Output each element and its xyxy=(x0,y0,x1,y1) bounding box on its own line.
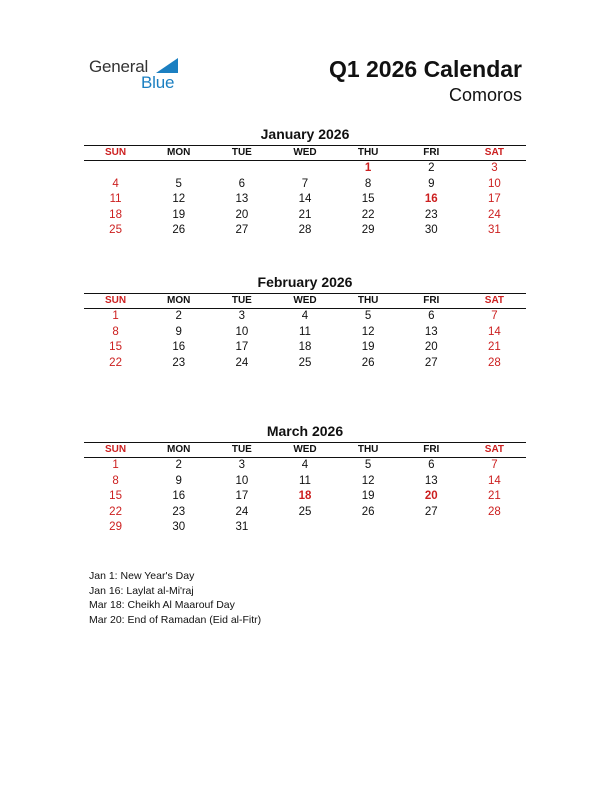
holiday-list xyxy=(89,569,261,627)
weekday-label: SAT xyxy=(484,147,505,158)
week-row xyxy=(84,340,526,356)
date-cell: 23 xyxy=(424,208,438,221)
date-cell xyxy=(337,520,400,536)
date-cell: 26 xyxy=(361,356,375,369)
date-cell: 27 xyxy=(424,505,438,518)
date-cell: 28 xyxy=(488,505,501,518)
week-row xyxy=(84,208,526,224)
date-cell: 10 xyxy=(488,177,501,190)
weekday-label: TUE xyxy=(231,147,252,158)
week-row xyxy=(84,223,526,239)
date-cell: 13 xyxy=(424,325,438,338)
date-cell: 12 xyxy=(361,325,375,338)
date-cell: 17 xyxy=(235,341,249,353)
date-cell: 19 xyxy=(172,208,186,221)
date-cell: 13 xyxy=(424,474,438,487)
weekday-label: THU xyxy=(357,295,379,306)
date-cell: 29 xyxy=(361,224,375,236)
weekday-label: SUN xyxy=(105,444,127,455)
date-cell: 25 xyxy=(109,224,122,236)
date-cell: 30 xyxy=(424,224,438,236)
date-cell: 17 xyxy=(235,490,249,502)
weekday-label: FRI xyxy=(423,295,440,306)
date-cell: 16 xyxy=(172,341,186,353)
date-cell: 3 xyxy=(238,310,246,322)
date-cell: 21 xyxy=(298,208,312,221)
weekday-header xyxy=(84,293,526,309)
date-cell: 28 xyxy=(488,356,501,369)
date-cell: 11 xyxy=(299,474,311,487)
date-cell: 3 xyxy=(491,162,498,174)
weekday-label: THU xyxy=(357,147,379,158)
date-cell: 20 xyxy=(424,341,438,353)
date-cell: 29 xyxy=(109,521,122,533)
date-cell xyxy=(463,520,526,536)
week-row xyxy=(84,325,526,341)
date-cell xyxy=(273,161,336,177)
date-cell: 4 xyxy=(301,310,309,322)
date-cell: 11 xyxy=(109,193,122,205)
date-cell: 15 xyxy=(361,193,375,205)
holiday-item: Jan 1: New Year's Day xyxy=(89,570,195,582)
date-cell: 6 xyxy=(428,310,435,322)
weekday-label: TUE xyxy=(231,295,252,306)
week-row xyxy=(84,474,526,490)
month-march xyxy=(84,422,526,536)
weekday-header xyxy=(84,442,526,458)
holiday-item: Mar 20: End of Ramadan (Eid al-Fitr) xyxy=(89,613,262,626)
date-cell: 20 xyxy=(235,208,249,221)
date-cell: 26 xyxy=(172,224,186,236)
date-cell: 15 xyxy=(109,490,122,502)
holiday-date-cell: 20 xyxy=(424,490,438,502)
weekday-label: MON xyxy=(167,444,191,455)
holiday-item: Mar 18: Cheikh Al Maarouf Day xyxy=(89,599,235,611)
date-cell: 27 xyxy=(424,356,438,369)
logo-flag-icon xyxy=(156,58,178,73)
month-title: January 2026 xyxy=(260,126,350,142)
date-cell: 12 xyxy=(172,193,186,205)
date-cell: 3 xyxy=(238,459,246,471)
date-cell: 18 xyxy=(109,208,122,221)
month-january xyxy=(84,125,526,239)
date-cell: 19 xyxy=(361,490,375,502)
weekday-label: TUE xyxy=(231,444,252,455)
date-cell: 7 xyxy=(491,459,498,471)
date-cell: 16 xyxy=(172,490,186,502)
month-title: March 2026 xyxy=(266,423,344,439)
date-cell: 11 xyxy=(299,325,311,338)
date-cell: 7 xyxy=(491,310,498,322)
month-february xyxy=(84,273,526,371)
date-cell xyxy=(273,520,336,536)
week-row xyxy=(84,161,526,177)
week-row xyxy=(84,309,526,325)
weekday-label: SAT xyxy=(484,444,505,455)
holiday-item: Jan 16: Laylat al-Mi'raj xyxy=(89,584,194,597)
generalblue-logo xyxy=(89,57,209,97)
date-cell: 23 xyxy=(172,505,186,518)
date-cell: 8 xyxy=(112,325,119,338)
weekday-label: SAT xyxy=(484,295,505,306)
holiday-date-cell: 18 xyxy=(298,490,312,502)
weekday-label: SUN xyxy=(105,147,127,158)
weekday-label: MON xyxy=(167,147,191,158)
date-cell xyxy=(84,161,147,177)
weekday-label: THU xyxy=(357,444,379,455)
date-cell: 6 xyxy=(428,459,435,471)
date-cell: 30 xyxy=(172,521,186,533)
country-name: Comoros xyxy=(448,85,522,105)
date-cell: 2 xyxy=(175,310,182,322)
date-cell: 1 xyxy=(112,459,119,471)
date-cell: 7 xyxy=(301,177,309,190)
date-cell: 2 xyxy=(175,459,182,471)
holiday-date-cell: 16 xyxy=(424,193,438,205)
date-cell: 8 xyxy=(364,177,372,190)
page-title: Q1 2026 Calendar xyxy=(328,56,522,82)
week-row xyxy=(84,177,526,193)
date-cell: 10 xyxy=(235,325,249,338)
date-cell: 1 xyxy=(112,310,119,322)
month-title: February 2026 xyxy=(257,274,353,290)
date-cell: 31 xyxy=(235,521,249,533)
date-cell: 4 xyxy=(301,459,309,471)
weekday-label: WED xyxy=(293,147,317,158)
date-cell: 8 xyxy=(112,474,119,487)
date-cell xyxy=(210,161,273,177)
week-row xyxy=(84,489,526,505)
date-cell: 24 xyxy=(235,505,249,518)
weekday-label: FRI xyxy=(423,147,440,158)
date-cell: 5 xyxy=(364,310,372,322)
date-cell: 13 xyxy=(235,193,249,205)
date-cell: 14 xyxy=(298,193,312,205)
date-cell: 27 xyxy=(235,224,249,236)
date-cell: 6 xyxy=(238,177,246,190)
date-cell: 21 xyxy=(488,341,501,353)
date-cell: 5 xyxy=(364,459,372,471)
date-cell: 5 xyxy=(175,177,182,190)
weekday-label: MON xyxy=(167,295,191,306)
date-cell: 28 xyxy=(298,224,312,236)
weekday-header xyxy=(84,145,526,161)
date-cell xyxy=(147,161,210,177)
date-cell: 19 xyxy=(361,341,375,353)
date-cell: 31 xyxy=(488,224,501,236)
holiday-date-cell: 1 xyxy=(364,162,372,174)
date-cell: 2 xyxy=(428,162,435,174)
date-cell xyxy=(400,520,463,536)
weekday-label: WED xyxy=(293,295,317,306)
date-cell: 9 xyxy=(175,325,182,338)
date-cell: 14 xyxy=(488,325,501,338)
date-cell: 17 xyxy=(488,193,501,205)
date-cell: 10 xyxy=(235,474,249,487)
date-cell: 15 xyxy=(109,341,122,353)
week-row xyxy=(84,192,526,208)
date-cell: 9 xyxy=(175,474,182,487)
date-cell: 23 xyxy=(172,356,186,369)
date-cell: 4 xyxy=(112,177,119,190)
date-cell: 22 xyxy=(109,505,122,518)
date-cell: 18 xyxy=(298,341,312,353)
date-cell: 12 xyxy=(361,474,375,487)
date-cell: 9 xyxy=(428,177,435,190)
date-cell: 14 xyxy=(488,474,501,487)
week-row xyxy=(84,458,526,474)
date-cell: 26 xyxy=(361,505,375,518)
logo-text-blue: Blue xyxy=(141,73,175,92)
week-row xyxy=(84,505,526,521)
date-cell: 21 xyxy=(488,490,501,502)
weekday-label: WED xyxy=(293,444,317,455)
weekday-label: SUN xyxy=(105,295,127,306)
date-cell: 22 xyxy=(109,356,122,369)
logo-text-general: General xyxy=(89,57,149,76)
date-cell: 22 xyxy=(361,208,375,221)
date-cell: 24 xyxy=(488,208,501,221)
week-row xyxy=(84,520,526,536)
date-cell: 25 xyxy=(298,505,312,518)
week-row xyxy=(84,356,526,372)
date-cell: 24 xyxy=(235,356,249,369)
weekday-label: FRI xyxy=(423,444,440,455)
date-cell: 25 xyxy=(298,356,312,369)
